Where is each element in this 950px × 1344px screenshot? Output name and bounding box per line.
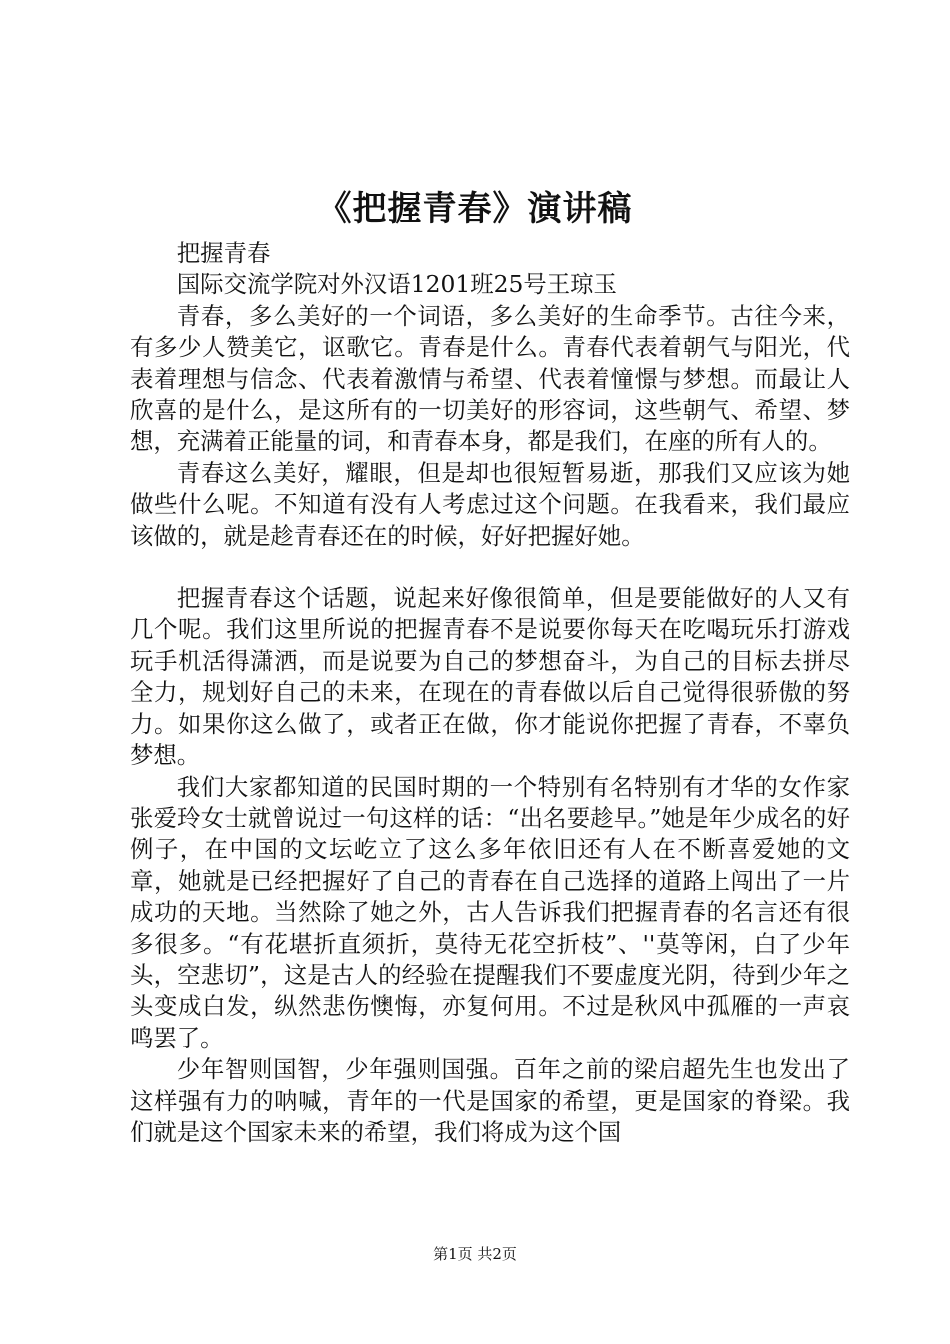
paragraph-author: 国际交流学院对外汉语1201班25号王琼玉	[176, 270, 617, 299]
paragraph: 青春这么美好，耀眼，但是却也很短暂易逝，那我们又应该为她做些什么呢。不知道有没有人考虑过这个问题。在我看来，我们最应该做的，就是趁青春还在的时候，好好把握好她。	[130, 458, 850, 550]
paragraph: 青春，多么美好的一个词语，多么美好的生命季节。古往今来，有多少人赞美它，讴歌它。青春是什么。青春代表着朝气与阳光，代表着理想与信念、代表着激情与希望、代表着憧憬与梦想。而最让人欣喜的是什么，是这所有的一切美好的形容词，这些朝气、希望、梦想，充满着正能量的词，和青春本身，都是我们，在座的所有人的。	[130, 301, 850, 456]
document-title: 《把握青春》演讲稿	[317, 189, 633, 229]
paragraph: 少年智则国智，少年强则国强。百年之前的梁启超先生也发出了这样强有力的呐喊，青年的一代是国家的希望，更是国家的脊梁。我们就是这个国家未来的希望，我们将成为这个国	[130, 1055, 850, 1146]
document-body	[130, 238, 850, 1148]
paragraph-heading: 把握青春	[176, 239, 271, 267]
paragraph: 我们大家都知道的民国时期的一个特别有名特别有才华的女作家张爱玲女士就曾说过一句这样的话：“出名要趁早。”她是年少成名的好例子，在中国的文坛屹立了这么多年依旧还有人在不断喜爱她的文章，她就是已经把握好了自己的青春在自己选择的道路上闯出了一片成功的天地。当然除了她之外，古人告诉我们把握青春的名言还有很多很多。“有花堪折直须折，莫待无花空折枝”、''莫等闲，白了少年头，空悲切”，这是古人的经验在提醒我们不要虚度光阴，待到少年之头变成白发，纵然悲伤懊悔，亦复何用。不过是秋风中孤雁的一声哀鸣罢了。	[130, 772, 850, 1052]
page-footer: 第1页 共2页	[433, 1245, 517, 1263]
paragraph: 把握青春这个话题，说起来好像很简单，但是要能做好的人又有几个呢。我们这里所说的把握青春不是说要你每天在吃喝玩乐打游戏玩手机活得潇洒，而是说要为自己的梦想奋斗，为自己的目标去拼尽全力，规划好自己的未来，在现在的青春做以后自己觉得很骄傲的努力。如果你这么做了，或者正在做，你才能说你把握了青春，不辜负梦想。	[130, 584, 850, 770]
